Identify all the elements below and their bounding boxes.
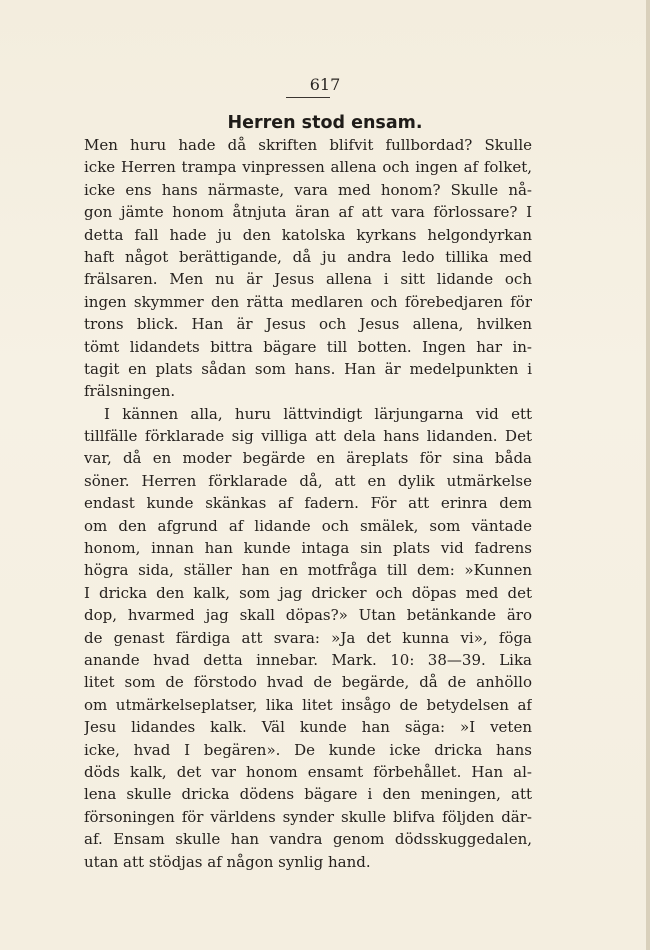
text-line: Jesu lidandes kalk. Väl kunde han säga: »I veten bbox=[84, 718, 532, 737]
text-line: tagit en plats sådan som hans. Han är medelpunkten i bbox=[84, 359, 532, 378]
text-line: af. Ensam skulle han vandra genom dödsskuggedalen, bbox=[84, 830, 532, 849]
page-number-rule bbox=[286, 97, 330, 98]
text-line: tömt lidandets bittra bägare till botten. Ingen har in- bbox=[84, 337, 532, 356]
text-line: I kännen alla, huru lättvindigt lärjungarna vid ett bbox=[104, 404, 532, 423]
text-line: döds kalk, det var honom ensamt förbehållet. Han al- bbox=[84, 762, 532, 781]
text-line: detta fall hade ju den katolska kyrkans helgondyrkan bbox=[84, 225, 532, 244]
text-line: icke Herren trampa vinpressen allena och ingen af folket, bbox=[84, 158, 532, 177]
text-line: honom, innan han kunde intaga sin plats vid fadrens bbox=[84, 539, 532, 558]
text-line: trons blick. Han är Jesus och Jesus allena, hvilken bbox=[84, 315, 532, 334]
body-text bbox=[84, 134, 532, 873]
text-line: om utmärkelseplatser, lika litet insågo de betydelsen af bbox=[84, 695, 532, 714]
text-line: endast kunde skänkas af fadern. För att erinra dem bbox=[84, 494, 532, 513]
text-line: lena skulle dricka dödens bägare i den meningen, att bbox=[84, 785, 532, 804]
text-line: var, då en moder begärde en äreplats för sina båda bbox=[84, 449, 532, 468]
text-line: de genast färdiga att svara: »Ja det kunna vi», föga bbox=[84, 628, 532, 647]
text-line: ingen skymmer den rätta medlaren och förebedjaren för bbox=[84, 292, 532, 311]
text-line: anande hvad detta innebar. Mark. 10: 38—39. Lika bbox=[84, 650, 532, 669]
text-line: icke, hvad I begären». De kunde icke dricka hans bbox=[84, 740, 532, 759]
text-line: icke ens hans närmaste, vara med honom? Skulle nå- bbox=[84, 180, 532, 199]
text-line: om den afgrund af lidande och smälek, som väntade bbox=[84, 516, 532, 535]
text-line: utan att stödjas af någon synlig hand. bbox=[84, 852, 371, 871]
text-line: I dricka den kalk, som jag dricker och döpas med det bbox=[84, 583, 532, 602]
text-line: frälsningen. bbox=[84, 382, 176, 401]
text-line: dop, hvarmed jag skall döpas?» Utan betänkande äro bbox=[84, 606, 532, 625]
text-line: haft något berättigande, då ju andra ledo tillika med bbox=[84, 247, 532, 266]
text-line: tillfälle förklarade sig villiga att dela hans lidanden. Det bbox=[84, 427, 532, 446]
page-edge bbox=[646, 0, 650, 950]
page-number: 617 bbox=[309, 75, 341, 94]
text-line: försoningen för världens synder skulle blifva följden där- bbox=[84, 807, 532, 826]
text-line: söner. Herren förklarade då, att en dylik utmärkelse bbox=[84, 471, 532, 490]
text-line: Men huru hade då skriften blifvit fullbordad? Skulle bbox=[84, 136, 532, 154]
chapter-title: Herren stod ensam. bbox=[227, 113, 423, 133]
text-line: högra sida, ställer han en motfråga till dem: »Kunnen bbox=[84, 561, 532, 580]
text-line: litet som de förstodo hvad de begärde, då de anhöllo bbox=[84, 673, 532, 692]
text-line: gon jämte honom åtnjuta äran af att vara förlossare? I bbox=[84, 203, 532, 222]
text-line: frälsaren. Men nu är Jesus allena i sitt lidande och bbox=[84, 270, 532, 289]
